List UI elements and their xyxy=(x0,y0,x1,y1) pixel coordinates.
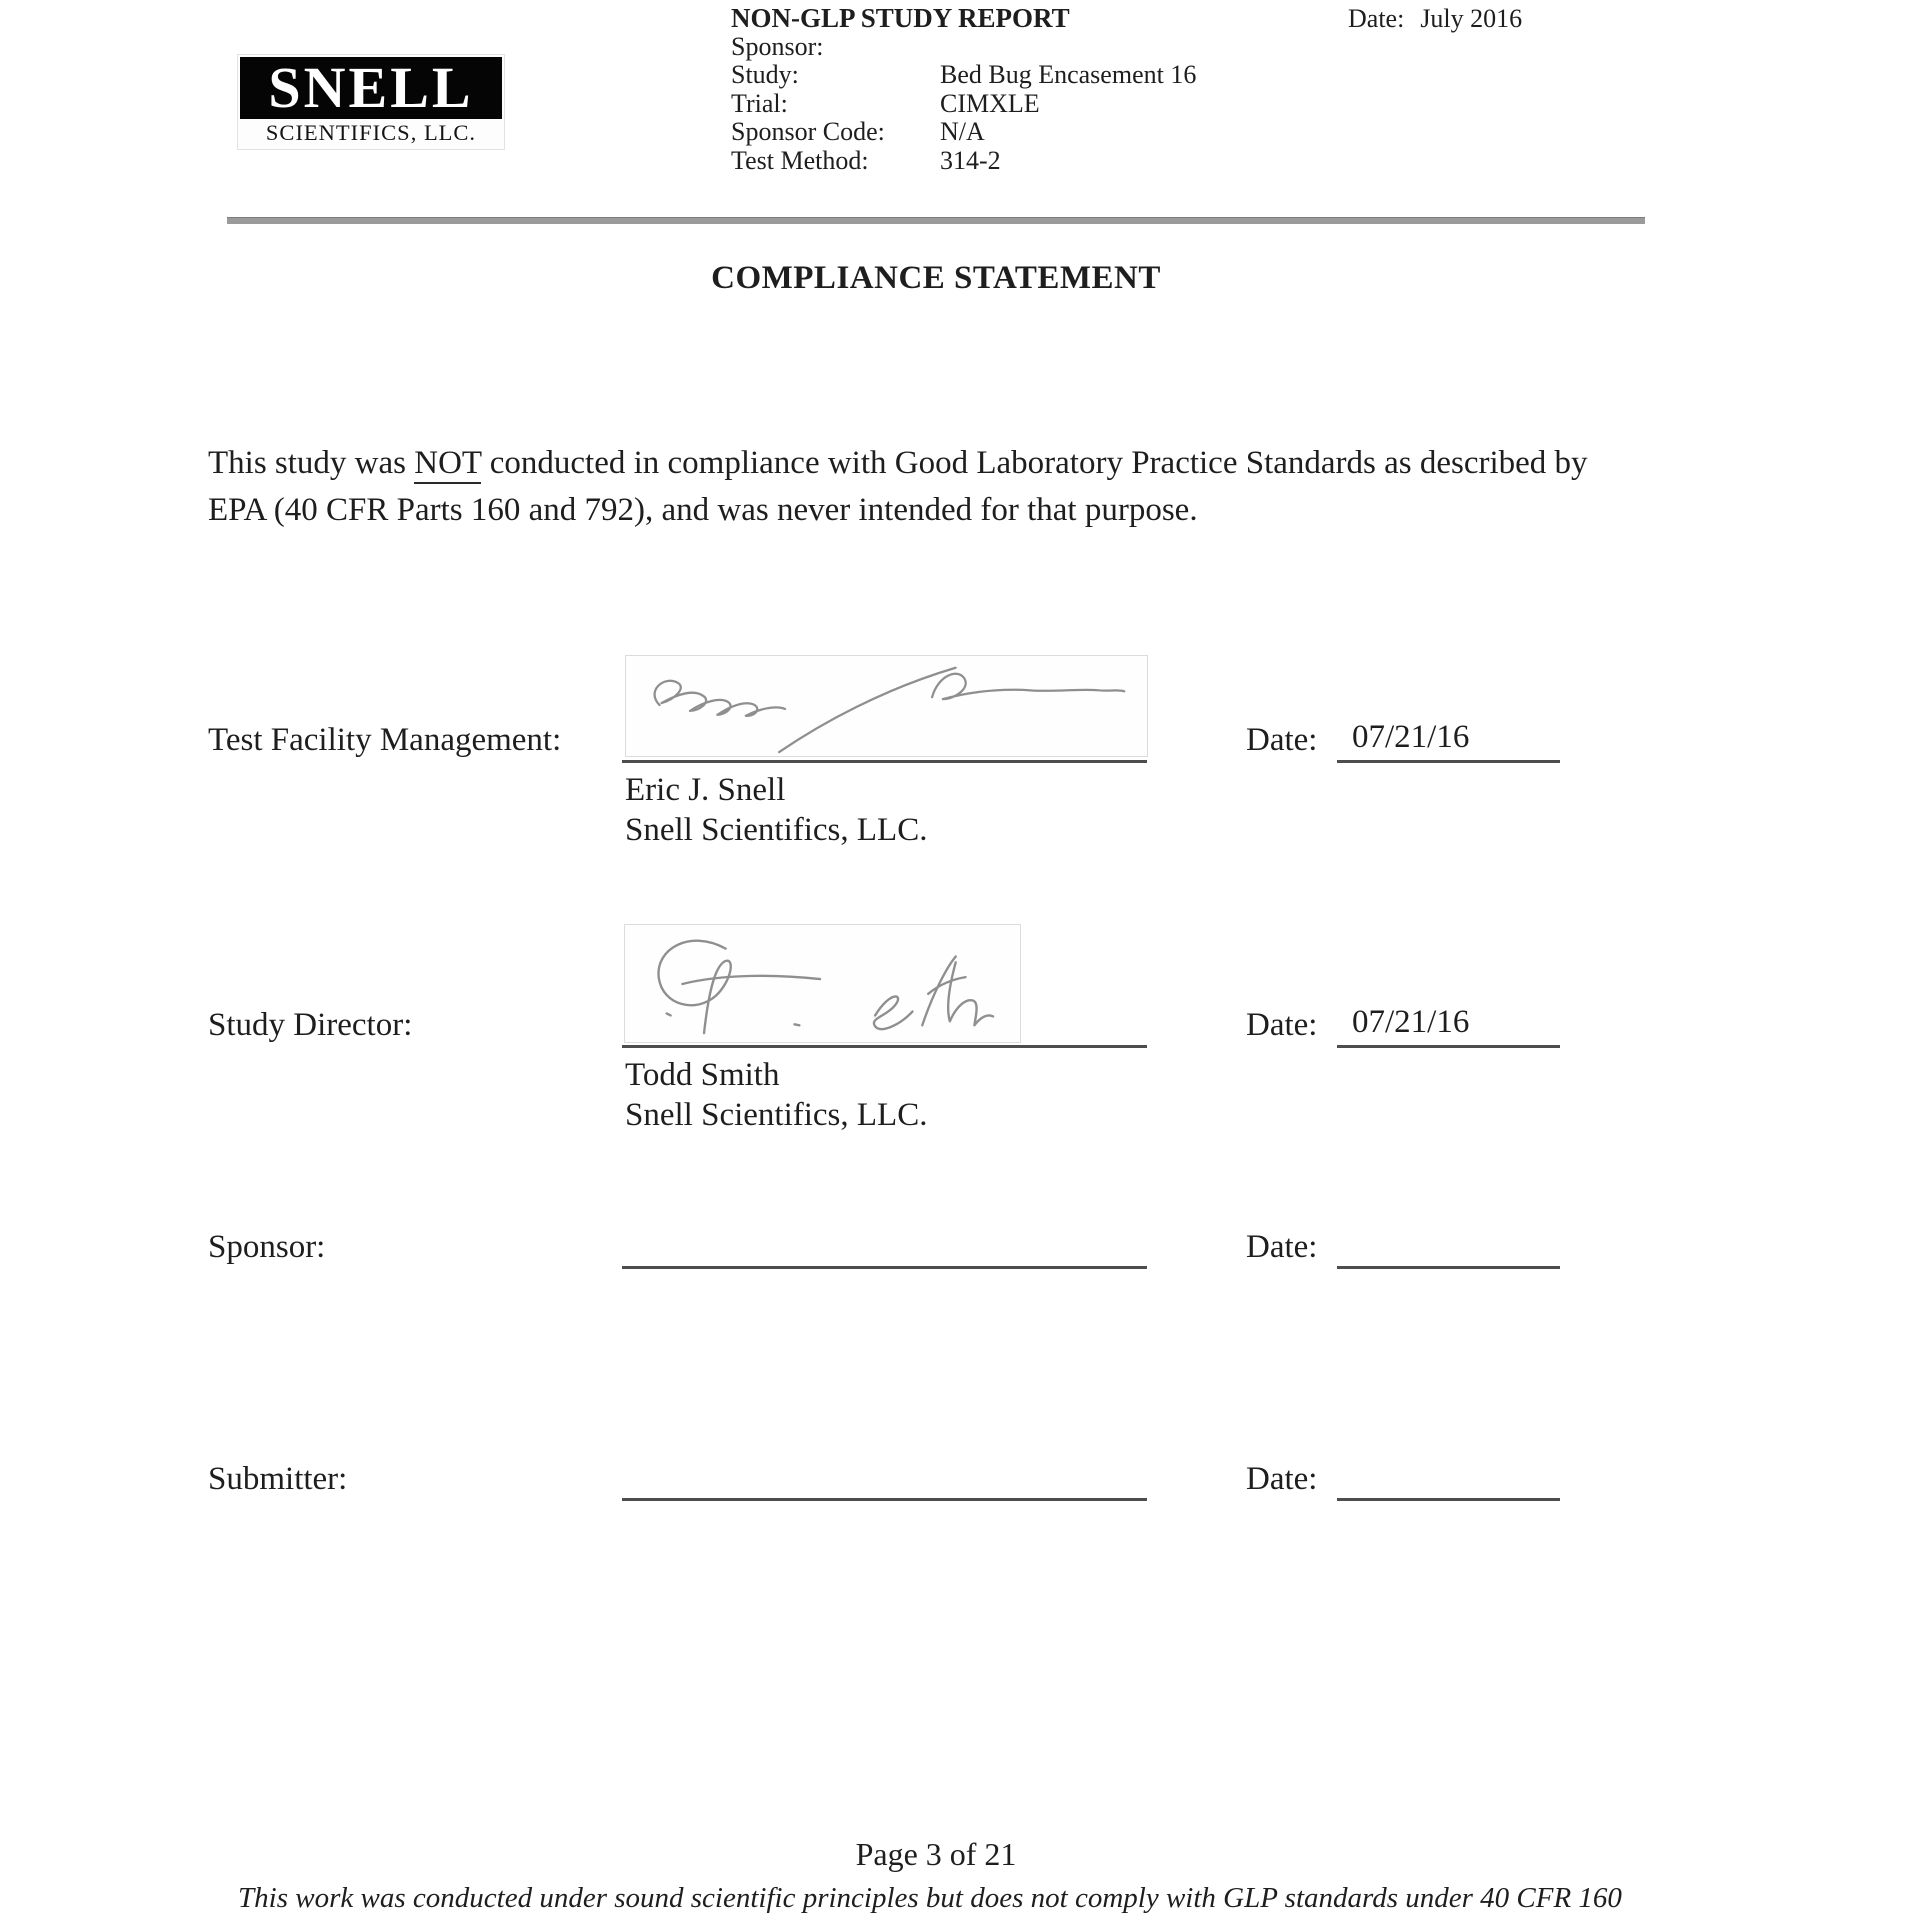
statement-line-2: EPA (40 CFR Parts 160 and 792), and was never intended for that purpose. xyxy=(208,492,1198,528)
date-value: 07/21/16 xyxy=(1352,719,1470,755)
signature-eric-snell-icon xyxy=(626,656,1147,756)
field-value: Bed Bug Encasement 16 xyxy=(940,60,1197,89)
company-logo xyxy=(237,54,505,150)
role-label-test-facility-management: Test Facility Management: xyxy=(208,722,562,758)
date-label: Date: xyxy=(1246,722,1318,758)
header-divider xyxy=(227,217,1645,224)
signature-image-eric-snell xyxy=(625,655,1148,757)
date-value: 07/21/16 xyxy=(1352,1004,1470,1040)
date-label: Date: xyxy=(1246,1007,1318,1043)
header-field-sponsor-code xyxy=(731,118,1196,147)
field-label: Sponsor: xyxy=(731,31,824,61)
signatory-name: Eric J. Snell xyxy=(625,772,786,808)
signature-todd-smith-icon xyxy=(625,925,1020,1042)
field-value: CIMXLE xyxy=(940,88,1040,118)
date-label: Date: xyxy=(1348,4,1405,33)
signatory-company: Snell Scientifics, LLC. xyxy=(625,812,928,848)
date-value: July 2016 xyxy=(1420,4,1523,33)
signatory-company: Snell Scientifics, LLC. xyxy=(625,1097,928,1133)
page-title: COMPLIANCE STATEMENT xyxy=(711,260,1161,296)
role-label-sponsor: Sponsor: xyxy=(208,1229,326,1265)
signature-line xyxy=(622,760,1147,763)
date-label: Date: xyxy=(1246,1229,1318,1265)
compliance-statement-paragraph xyxy=(208,440,1683,534)
signatory-name: Todd Smith xyxy=(625,1057,780,1093)
date-line xyxy=(1337,1266,1560,1269)
statement-text: This study was xyxy=(208,445,415,481)
header-field-trial xyxy=(731,90,1196,119)
logo-wordmark: SNELL xyxy=(240,57,502,119)
date-label: Date: xyxy=(1246,1461,1318,1497)
signature-line xyxy=(622,1266,1147,1269)
date-line xyxy=(1337,1498,1560,1501)
field-value: N/A xyxy=(940,117,985,146)
footer-page-number: Page 3 of 21 xyxy=(855,1836,1017,1872)
header-info-block xyxy=(731,4,1196,175)
header-field-test-method xyxy=(731,147,1196,176)
field-label: Test Method: xyxy=(731,145,869,175)
signature-line xyxy=(622,1498,1147,1501)
header-field-study xyxy=(731,61,1196,90)
date-line xyxy=(1337,1045,1560,1048)
signature-line xyxy=(622,1045,1147,1048)
report-type-title: NON-GLP STUDY REPORT xyxy=(731,3,1070,33)
not-emphasis: NOT xyxy=(414,445,481,484)
signature-image-todd-smith xyxy=(624,924,1021,1043)
statement-text: conducted in compliance with Good Laboratory Practice Standards as described by xyxy=(481,445,1588,481)
field-label: Sponsor Code: xyxy=(731,117,885,146)
field-label: Trial: xyxy=(731,88,788,118)
statement-line-1 xyxy=(208,440,1683,487)
field-value: 314-2 xyxy=(940,145,1001,175)
header-date xyxy=(1348,4,1522,34)
footer-disclaimer: This work was conducted under sound scientific principles but does not comply with GLP standards under 40 CFR 160 xyxy=(238,1882,1622,1914)
field-label: Study: xyxy=(731,60,799,89)
role-label-study-director: Study Director: xyxy=(208,1007,413,1043)
header-field-sponsor xyxy=(731,33,1196,62)
role-label-submitter: Submitter: xyxy=(208,1461,348,1497)
logo-subtitle: SCIENTIFICS, LLC. xyxy=(265,120,477,145)
date-line xyxy=(1337,760,1560,763)
